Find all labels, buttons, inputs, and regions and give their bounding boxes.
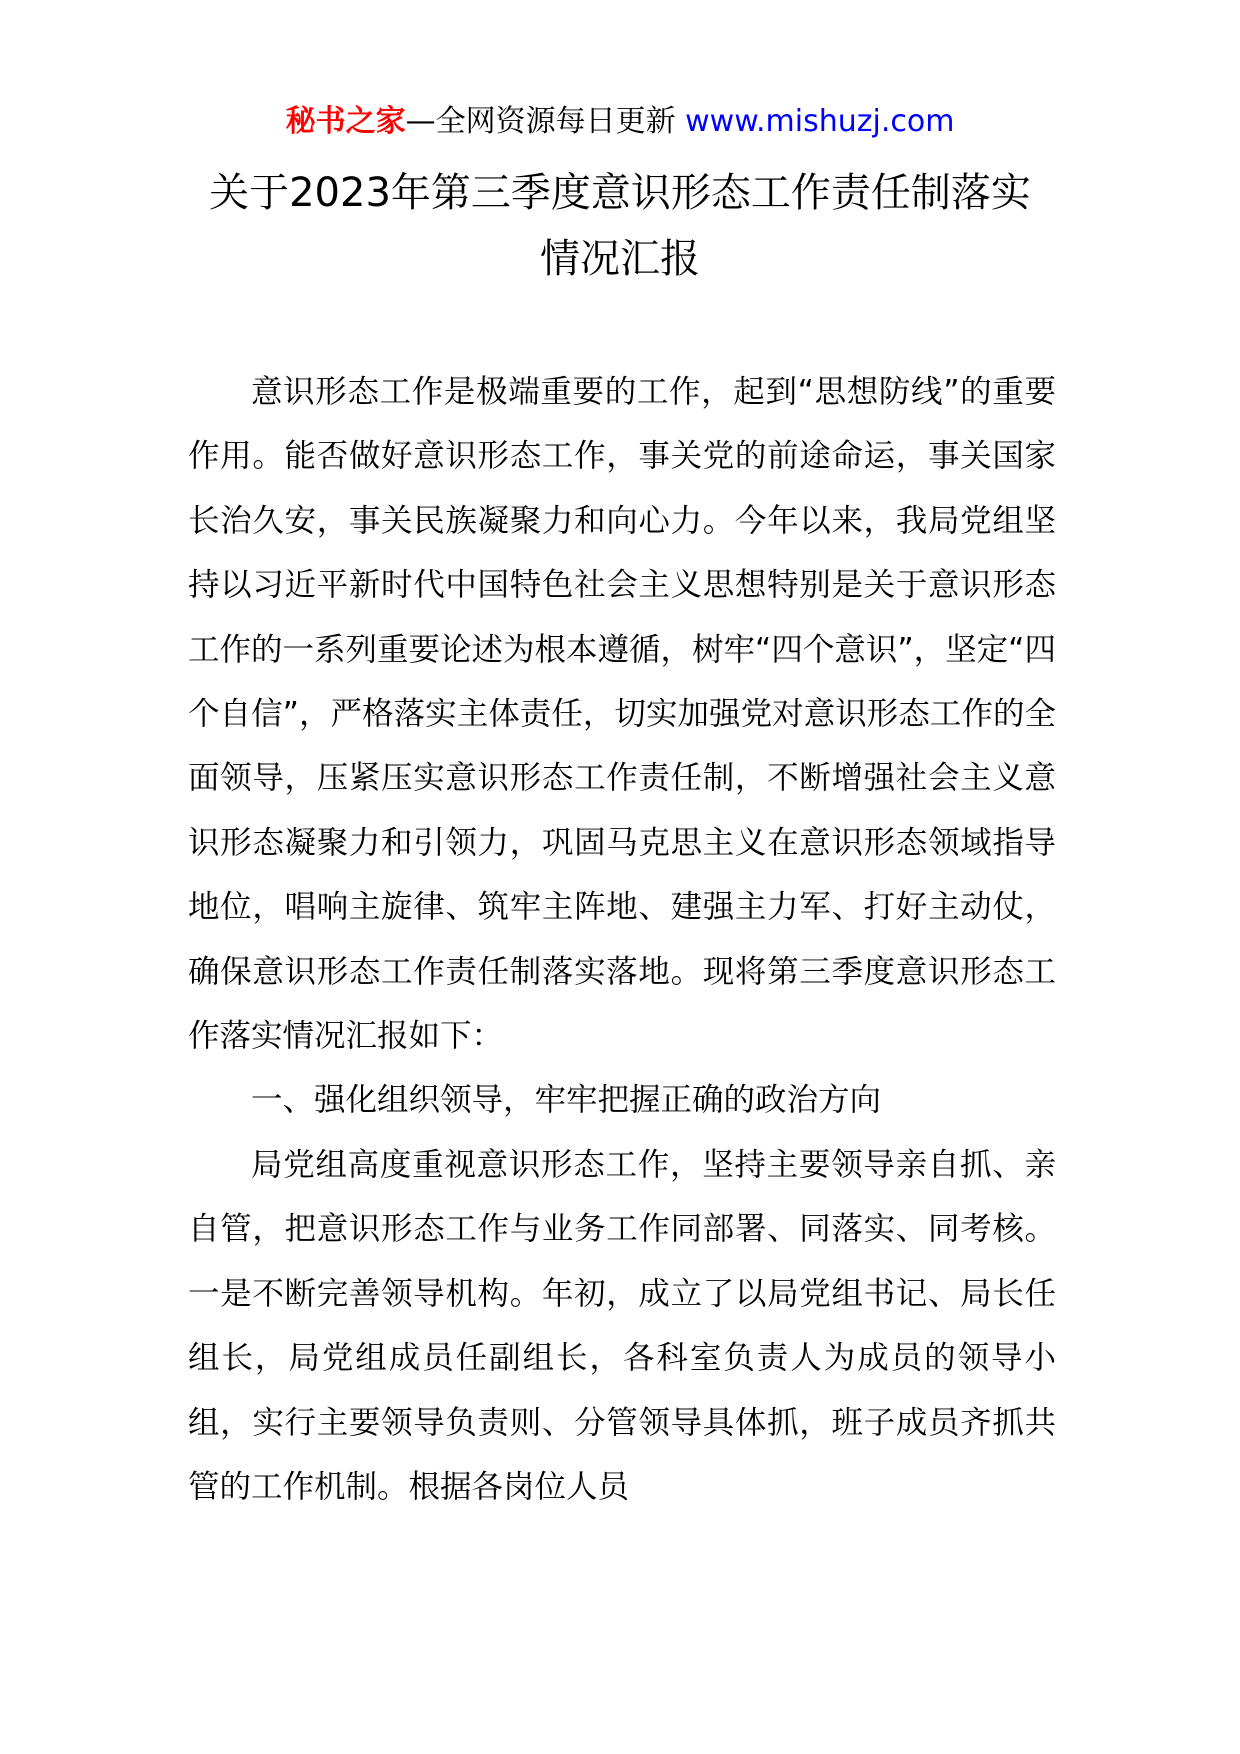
document-title-line-1: 关于2023年第三季度意识形态工作责任制落实	[209, 170, 1031, 216]
document-title	[170, 160, 1070, 292]
site-header	[0, 100, 1240, 144]
body-paragraph-intro: 意识形态工作是极端重要的工作，起到“思想防线”的重要作用。能否做好意识形态工作，事关党的前途命运，事关国家长治久安，事关民族凝聚力和向心力。今年以来，我局党组坚持以习近平新时代中国特色社会主义思想特别是关于意识形态工作的一系列重要论述为根本遵循，树牢“四个意识”，坚定“四个自信”，严格落实主体责任，切实加强党对意识形态工作的全面领导，压紧压实意识形态工作责任制，不断增强社会主义意识形态凝聚力和引领力，巩固马克思主义在意识形态领域指导地位，唱响主旋律、筑牢主阵地、建强主力军、打好主动仗，确保意识形态工作责任制落实落地。现将第三季度意识形态工作落实情况汇报如下：	[188, 374, 1056, 1055]
document-title-line-2: 情况汇报	[540, 236, 700, 282]
site-url-link[interactable]: www.mishuzj.com	[685, 104, 955, 139]
section-heading-1: 一、强化组织领导，牢牢把握正确的政治方向	[251, 1082, 882, 1119]
site-tagline: —全网资源每日更新	[405, 104, 686, 139]
body-paragraph-section-1: 局党组高度重视意识形态工作，坚持主要领导亲自抓、亲自管，把意识形态工作与业务工作同部署、同落实、同考核。一是不断完善领导机构。年初，成立了以局党组书记、局长任组长，局党组成员任副组长，各科室负责人为成员的领导小组，实行主要领导负责则、分管领导具体抓，班子成员齐抓共管的工作机制。根据各岗位人员	[188, 1146, 1056, 1505]
site-brand: 秘书之家	[285, 104, 406, 139]
document-body	[188, 360, 1056, 1519]
